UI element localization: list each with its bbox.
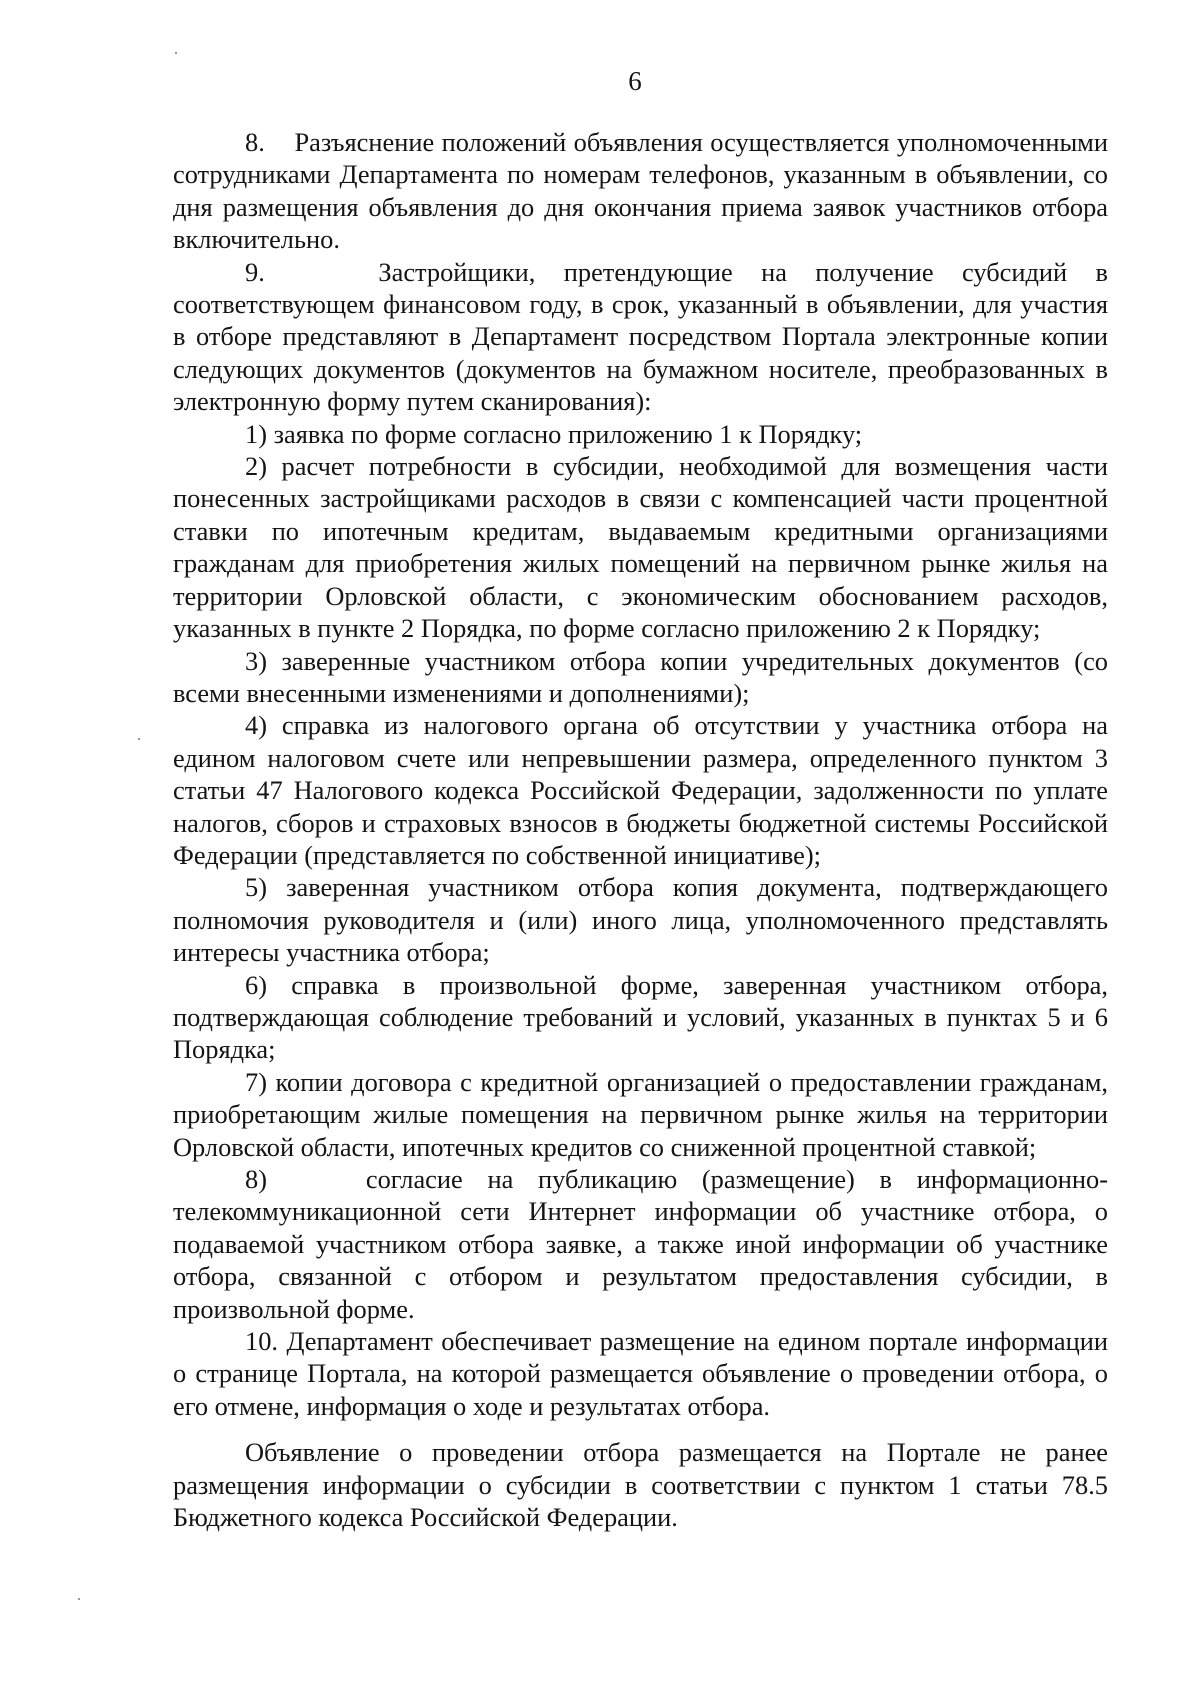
list-item-1: 1) заявка по форме согласно приложению 1 к Порядку; <box>245 418 863 449</box>
paragraph-9: 9. Застройщики, претендующие на получение субсидий в соответствующем финансовом году, в срок, указанный в объявлении, для участия в отборе представляют в Департамент посредством Портала электронные копии следующих документов (документов на бумажном носителе, преобразованных в электронную форму путем сканирования): <box>173 256 1108 417</box>
list-item-2: 2) расчет потребности в субсидии, необходимой для возмещения части понесенных застройщиками расходов в связи с компенсацией части процентной ставки по ипотечным кредитам, выдаваемым кредитными организациями гражданам для приобретения жилых помещений на первичном рынке жилья на территории Орловской области, с экономическим обоснованием расходов, указанных в пункте 2 Порядка, по форме согласно приложению 2 к Порядку; <box>173 451 1108 644</box>
scan-speck <box>138 738 140 740</box>
scan-speck <box>175 52 177 54</box>
scan-speck <box>78 1598 80 1600</box>
paragraph-10: 10. Департамент обеспечивает размещение на едином портале информации о странице Портала, на которой размещается объявление о проведении отбора, о его отмене, информация о ходе и результатах отбора. <box>173 1326 1108 1421</box>
document-body <box>173 126 1108 1533</box>
list-item-7: 7) копии договора с кредитной организацией о предоставлении гражданам, приобретающим жилые помещения на первичном рынке жилья на территории Орловской области, ипотечных кредитов со сниженной процентной ставкой; <box>173 1066 1108 1162</box>
paragraph-announcement: Объявление о проведении отбора размещается на Портале не ранее размещения информации о субсидии в соответствии с пунктом 1 статьи 78.5 Бюджетного кодекса Российской Федерации. <box>173 1437 1108 1533</box>
list-item-8: 8) согласие на публикацию (размещение) в информационно-телекоммуникационной сети Интернет информации об участнике отбора, о подаваемой участником отбора заявке, а также иной информации об участнике отбора, связанной с отбором и результатом предоставления субсидии, в произвольной форме. <box>173 1164 1108 1324</box>
paragraph-8: 8. Разъяснение положений объявления осуществляется уполномоченными сотрудниками Департамента по номерам телефонов, указанным в объявлении, со дня размещения объявления до дня окончания приема заявок участников отбора включительно. <box>173 127 1108 255</box>
page-number: 6 <box>628 66 642 96</box>
list-item-5: 5) заверенная участником отбора копия документа, подтверждающего полномочия руководителя и (или) иного лица, уполномоченного представлять интересы участника отбора; <box>173 872 1108 968</box>
list-item-3: 3) заверенные участником отбора копии учредительных документов (со всеми внесенными изменениями и дополнениями); <box>173 645 1108 708</box>
list-item-6: 6) справка в произвольной форме, заверенная участником отбора, подтверждающая соблюдение требований и условий, указанных в пунктах 5 и 6 Порядка; <box>173 969 1108 1065</box>
list-item-4: 4) справка из налогового органа об отсутствии у участника отбора на едином налоговом счете или непревышении размера, определенного пунктом 3 статьи 47 Налогового кодекса Российской Федерации, задолженности по уплате налогов, сборов и страховых взносов в бюджеты бюджетной системы Российской Федерации (представляется по собственной инициативе); <box>173 710 1108 870</box>
